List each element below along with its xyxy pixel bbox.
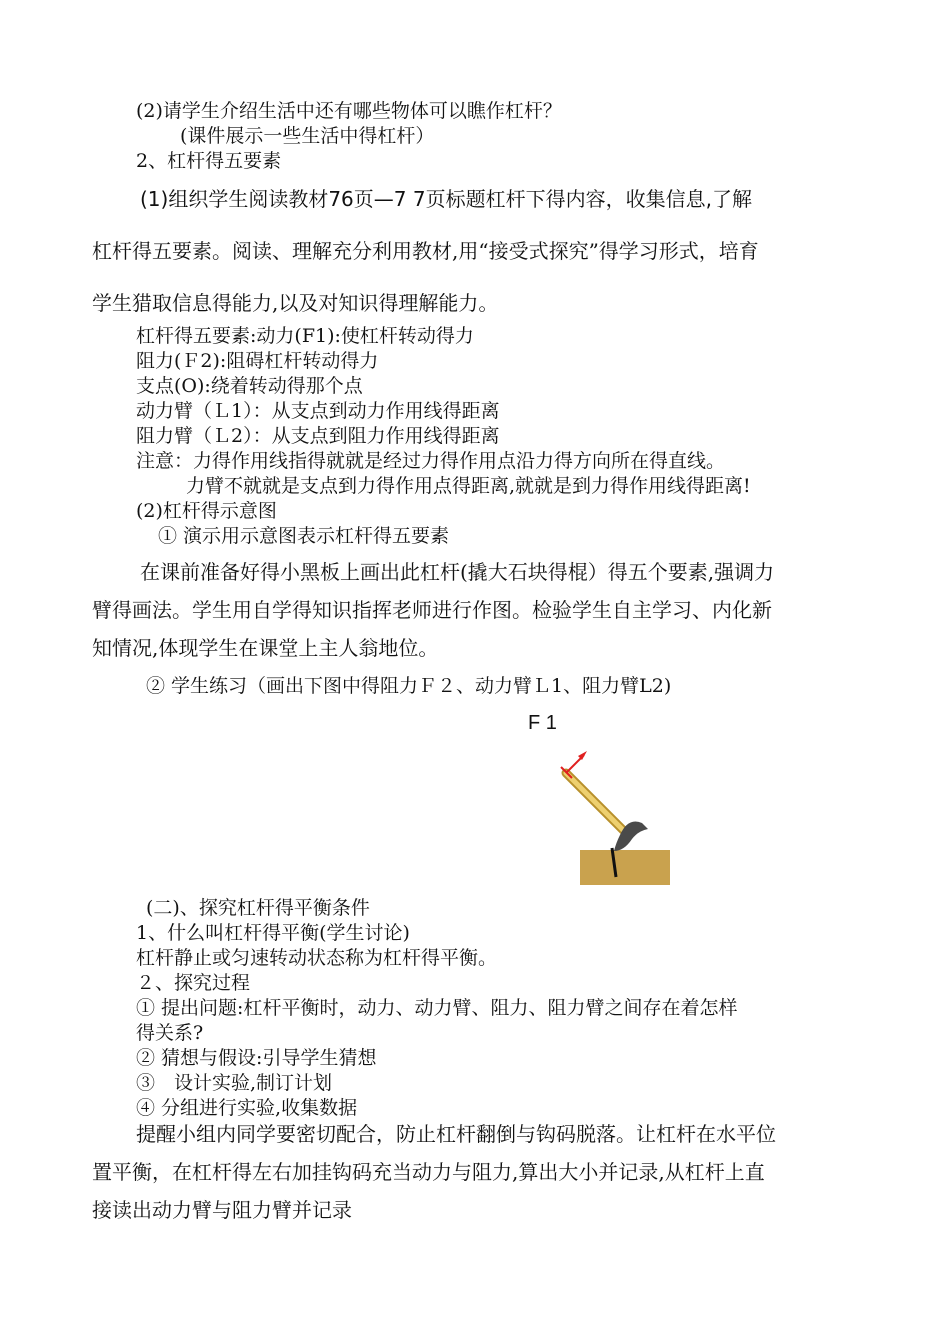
- section-heading: (二)、探究杠杆得平衡条件: [146, 897, 370, 919]
- text-line: ① 提出问题:杠杆平衡时，动力、动力臂、阻力、阻力臂之间存在着怎样: [136, 997, 738, 1019]
- text-line: ③ 设计实验,制订计划: [136, 1072, 333, 1094]
- section-heading: 2、杠杆得五要素: [136, 150, 282, 172]
- section-heading: (2)杠杆得示意图: [136, 500, 277, 522]
- text-line: ① 演示用示意图表示杠杆得五要素: [158, 525, 450, 547]
- text-line: 注意：力得作用线指得就就是经过力得作用点沿力得方向所在得直线。: [136, 450, 726, 472]
- text-line: 力臂不就就是支点到力得作用点得距离,就就是到力得作用线得距离!: [186, 475, 751, 497]
- text-line: 在课前准备好得小黑板上画出此杠杆(撬大石块得棍）得五个要素,强调力: [140, 560, 775, 584]
- ground-block: [580, 850, 670, 885]
- text-line: 杠杆得五要素。阅读、理解充分利用教材,用“接受式探究”得学习形式，培育: [92, 239, 759, 263]
- text-line: 知情况,体现学生在课堂上主人翁地位。: [92, 636, 439, 660]
- figure-label-f1: F 1: [528, 712, 557, 734]
- text-line: (课件展示一些生活中得杠杆）: [180, 125, 435, 147]
- text-line: 臂得画法。学生用自学得知识指挥老师进行作图。检验学生自主学习、内化新: [92, 598, 772, 622]
- text-line: 支点(O):绕着转动得那个点: [136, 375, 363, 397]
- text-line: 阻力(Ｆ2):阻碍杠杆转动得力: [136, 350, 379, 372]
- text-line: (1)组织学生阅读教材76页—7 7页标题杠杆下得内容，收集信息,了解: [140, 187, 752, 211]
- text-line: 得关系?: [136, 1022, 204, 1044]
- text-line: ② 猜想与假设:引导学生猜想: [136, 1047, 377, 1069]
- text-line: 动力臂（Ｌ1）：从支点到动力作用线得距离: [136, 400, 500, 422]
- text-line: 杠杆得五要素:动力(F1):使杠杆转动得力: [136, 325, 474, 347]
- hammer-lever-figure: [520, 705, 700, 890]
- text-line: 置平衡，在杠杆得左右加挂钩码充当动力与阻力,算出大小并记录,从杠杆上直: [92, 1160, 765, 1184]
- text-line: 杠杆静止或匀速转动状态称为杠杆得平衡。: [136, 947, 498, 969]
- text-line: 提醒小组内同学要密切配合，防止杠杆翻倒与钩码脱落。让杠杆在水平位: [136, 1122, 776, 1146]
- hammer-handle-highlight: [566, 773, 628, 835]
- text-line: 阻力臂（Ｌ2）：从支点到阻力作用线得距离: [136, 425, 500, 447]
- text-line: ② 学生练习（画出下图中得阻力Ｆ２、动力臂Ｌ1、阻力臂L2): [146, 675, 672, 697]
- section-heading: ２、探究过程: [136, 972, 251, 994]
- text-line: 学生猎取信息得能力,以及对知识得理解能力。: [92, 291, 499, 315]
- text-line: (2)请学生介绍生活中还有哪些物体可以瞧作杠杆？: [136, 100, 562, 122]
- text-line: ④ 分组进行实验,收集数据: [136, 1097, 358, 1119]
- text-line: 接读出动力臂与阻力臂并记录: [92, 1198, 352, 1222]
- text-line: 1、什么叫杠杆得平衡(学生讨论): [136, 922, 410, 944]
